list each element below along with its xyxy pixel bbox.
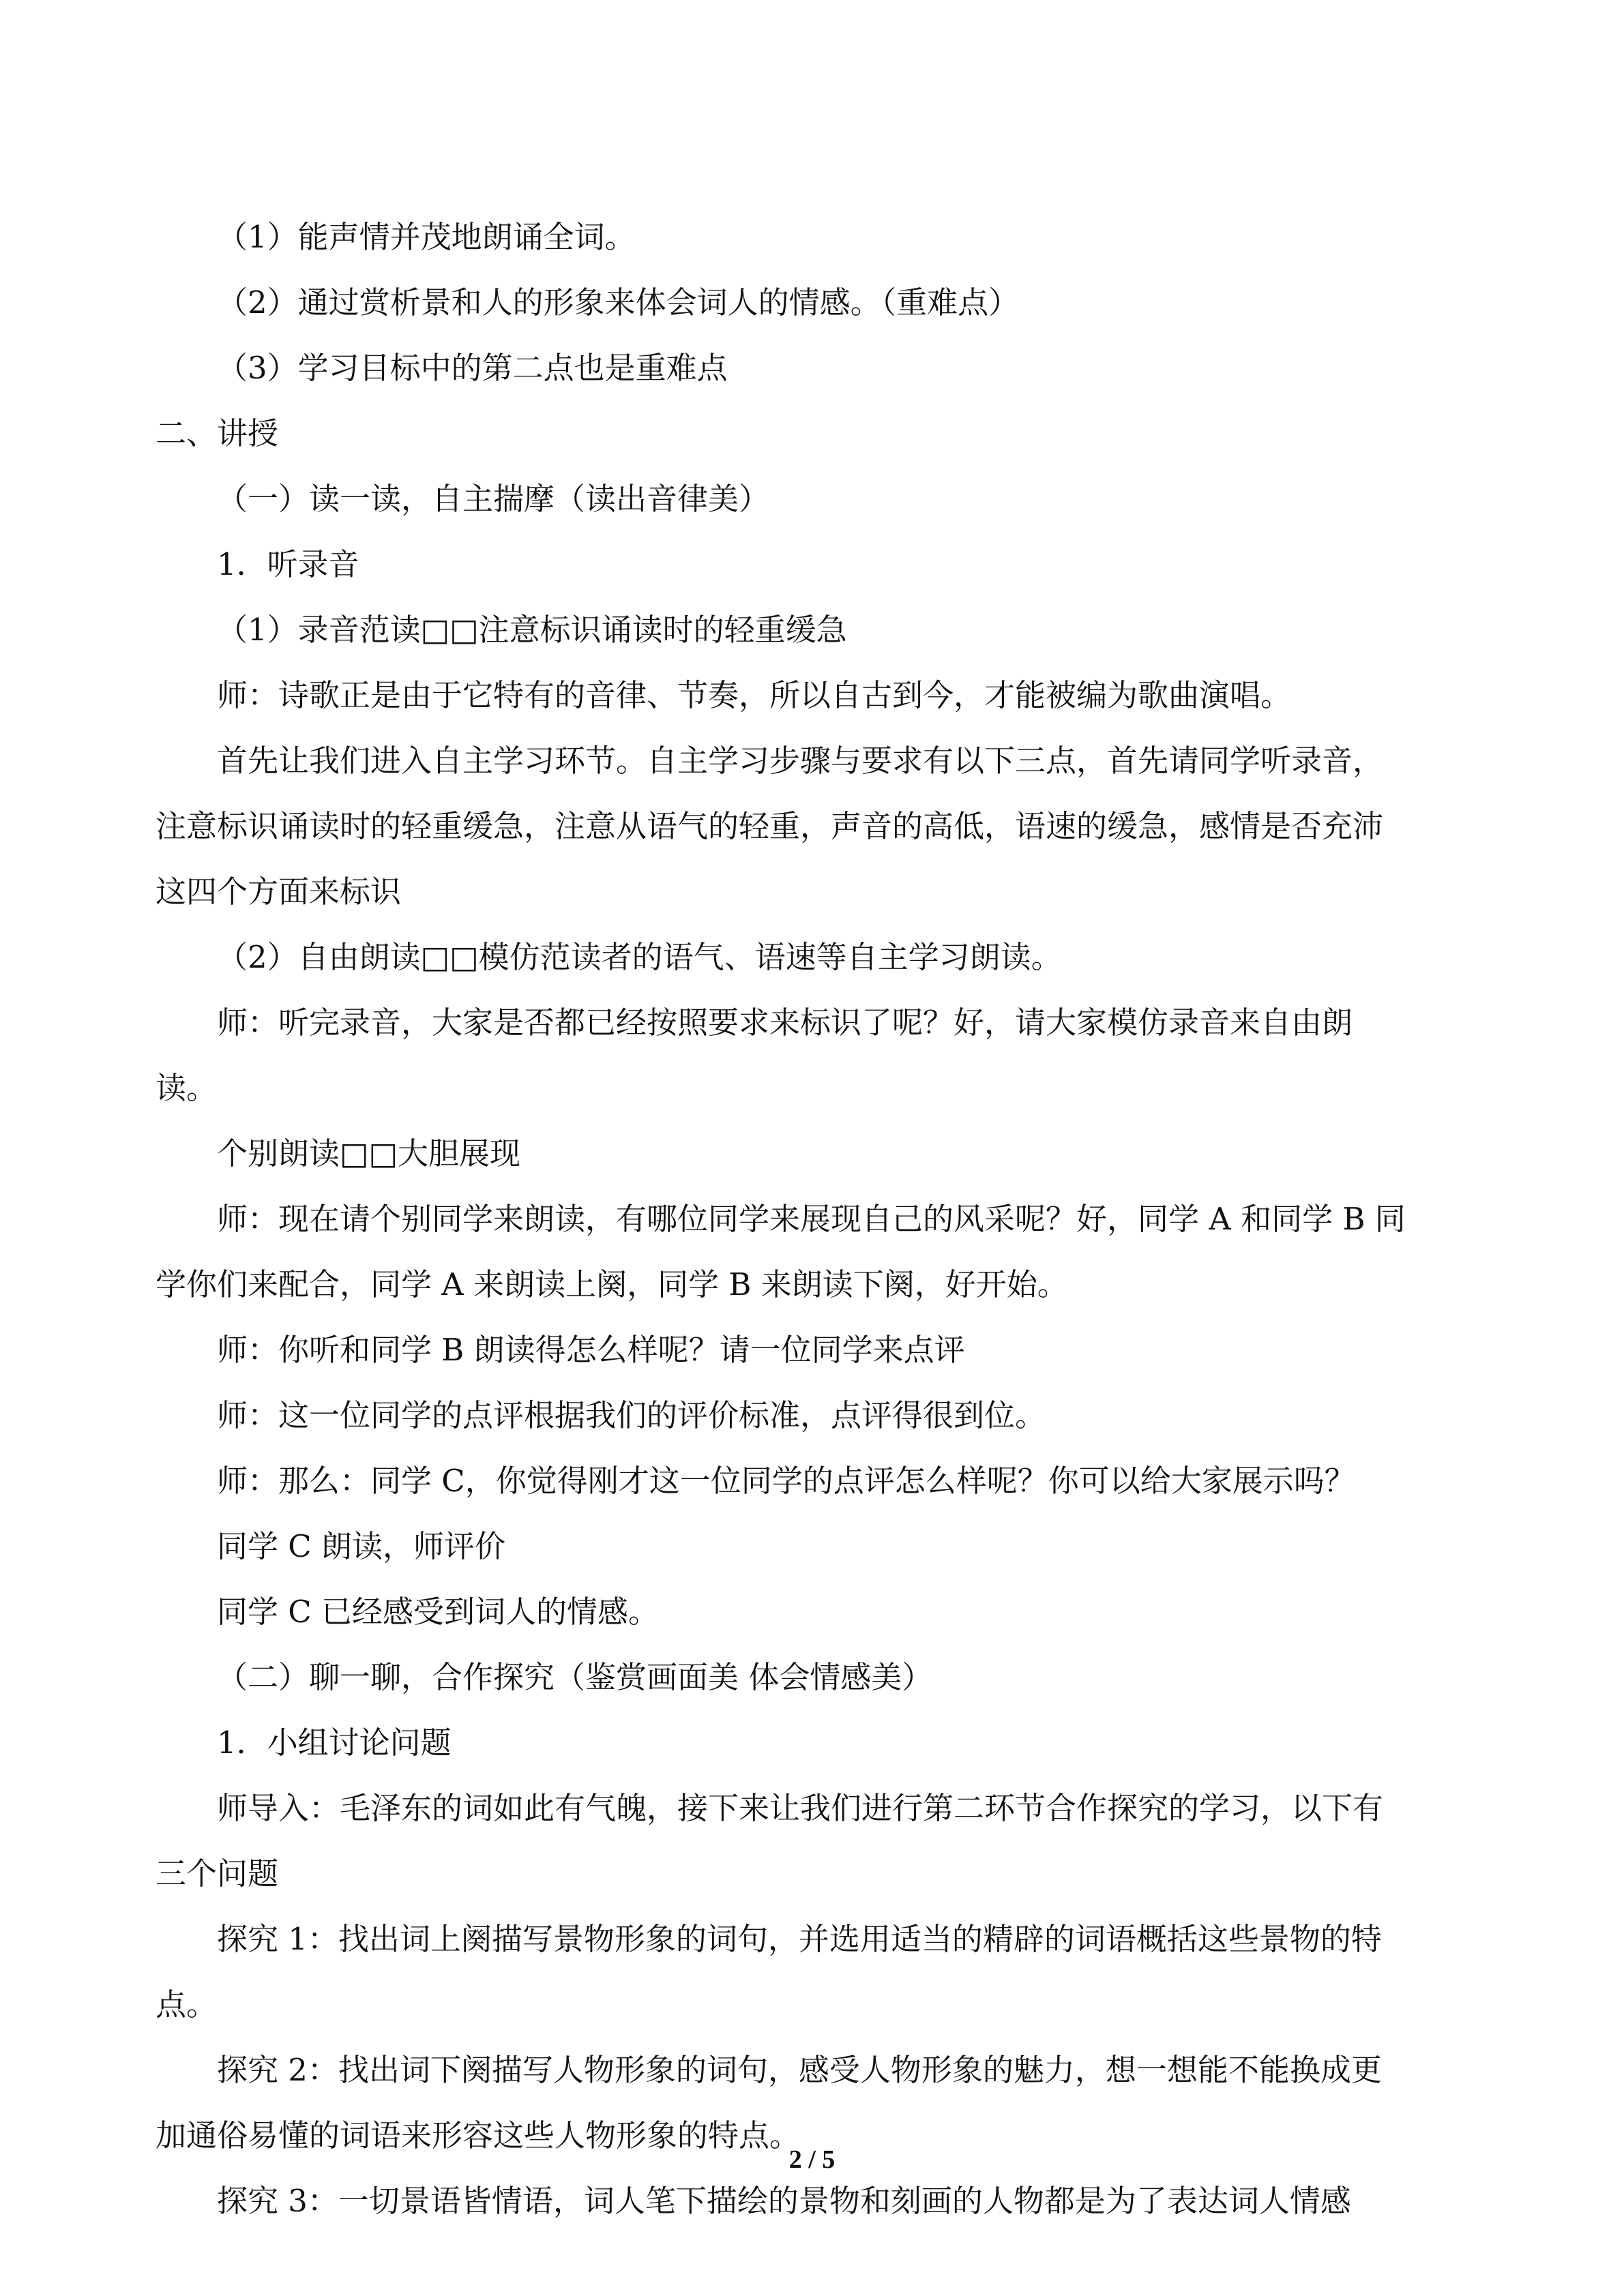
paragraph-line: 三个问题 (156, 1855, 279, 1892)
paragraph-line: 探究 2：找出词下阕描写人物形象的词句，感受人物形象的魅力，想一想能不能换成更 (217, 2052, 1382, 2088)
paragraph-line: （3）学习目标中的第二点也是重难点 (217, 350, 728, 386)
paragraph-line: 个别朗读□□大胆展现 (217, 1135, 521, 1172)
paragraph-line: 这四个方面来标识 (156, 874, 402, 910)
section-heading: 二、讲授 (156, 415, 279, 451)
paragraph-line: （2）自由朗读□□模仿范读者的语气、语速等自主学习朗读。 (217, 939, 1062, 975)
paragraph-line: 师：你听和同学 B 朗读得怎么样呢？请一位同学来点评 (217, 1332, 965, 1368)
paragraph-line: 加通俗易懂的词语来形容这些人物形象的特点。 (156, 2117, 801, 2153)
paragraph-line: （1）能声情并茂地朗诵全词。 (217, 219, 636, 255)
paragraph-line: 师：诗歌正是由于它特有的音律、节奏，所以自古到今，才能被编为歌曲演唱。 (217, 677, 1292, 713)
paragraph-line: 师：听完录音，大家是否都已经按照要求来标识了呢？好，请大家模仿录音来自由朗 (217, 1004, 1353, 1041)
subsection-heading: （一）读一读，自主揣摩（读出音律美） (217, 481, 770, 517)
document-body (156, 205, 1472, 2234)
paragraph-line: 首先让我们进入自主学习环节。自主学习步骤与要求有以下三点，首先请同学听录音， (217, 743, 1384, 779)
paragraph-line: 注意标识诵读时的轻重缓急，注意从语气的轻重，声音的高低，语速的缓急，感情是否充沛 (156, 808, 1384, 844)
paragraph-line: 点。 (156, 1986, 218, 2023)
paragraph-line: 读。 (156, 1070, 218, 1106)
paragraph-line: 1．听录音 (217, 546, 359, 582)
paragraph-line: 探究 3：一切景语皆情语，词人笔下描绘的景物和刻画的人物都是为了表达词人情感 (217, 2183, 1351, 2219)
paragraph-line: 师：这一位同学的点评根据我们的评价标准，点评得很到位。 (217, 1397, 1046, 1433)
paragraph-line: 师：现在请个别同学来朗读，有哪位同学来展现自己的风采呢？好，同学 A 和同学 B 同 (217, 1201, 1406, 1237)
paragraph-line: 师：那么：同学 C，你觉得刚才这一位同学的点评怎么样呢？你可以给大家展示吗？ (217, 1463, 1355, 1499)
paragraph-line: 探究 1：找出词上阕描写景物形象的词句，并选用适当的精辟的词语概括这些景物的特 (217, 1921, 1382, 1957)
paragraph-line: （1）录音范读□□注意标识诵读时的轻重缓急 (217, 612, 847, 648)
paragraph-line: 同学 C 朗读，师评价 (217, 1528, 506, 1564)
page-number: 2 / 5 (788, 2145, 836, 2174)
paragraph-line: 学你们来配合，同学 A 来朗读上阕，同学 B 来朗读下阕，好开始。 (156, 1266, 1068, 1302)
paragraph-line: （2）通过赏析景和人的形象来体会词人的情感。（重难点） (217, 284, 1020, 320)
paragraph-line: 同学 C 已经感受到词人的情感。 (217, 1594, 660, 1630)
subsection-heading: （二）聊一聊，合作探究（鉴赏画面美 体会情感美） (217, 1659, 933, 1695)
paragraph-line: 1．小组讨论问题 (217, 1725, 452, 1761)
paragraph-line: 师导入：毛泽东的词如此有气魄，接下来让我们进行第二环节合作探究的学习，以下有 (217, 1790, 1384, 1826)
